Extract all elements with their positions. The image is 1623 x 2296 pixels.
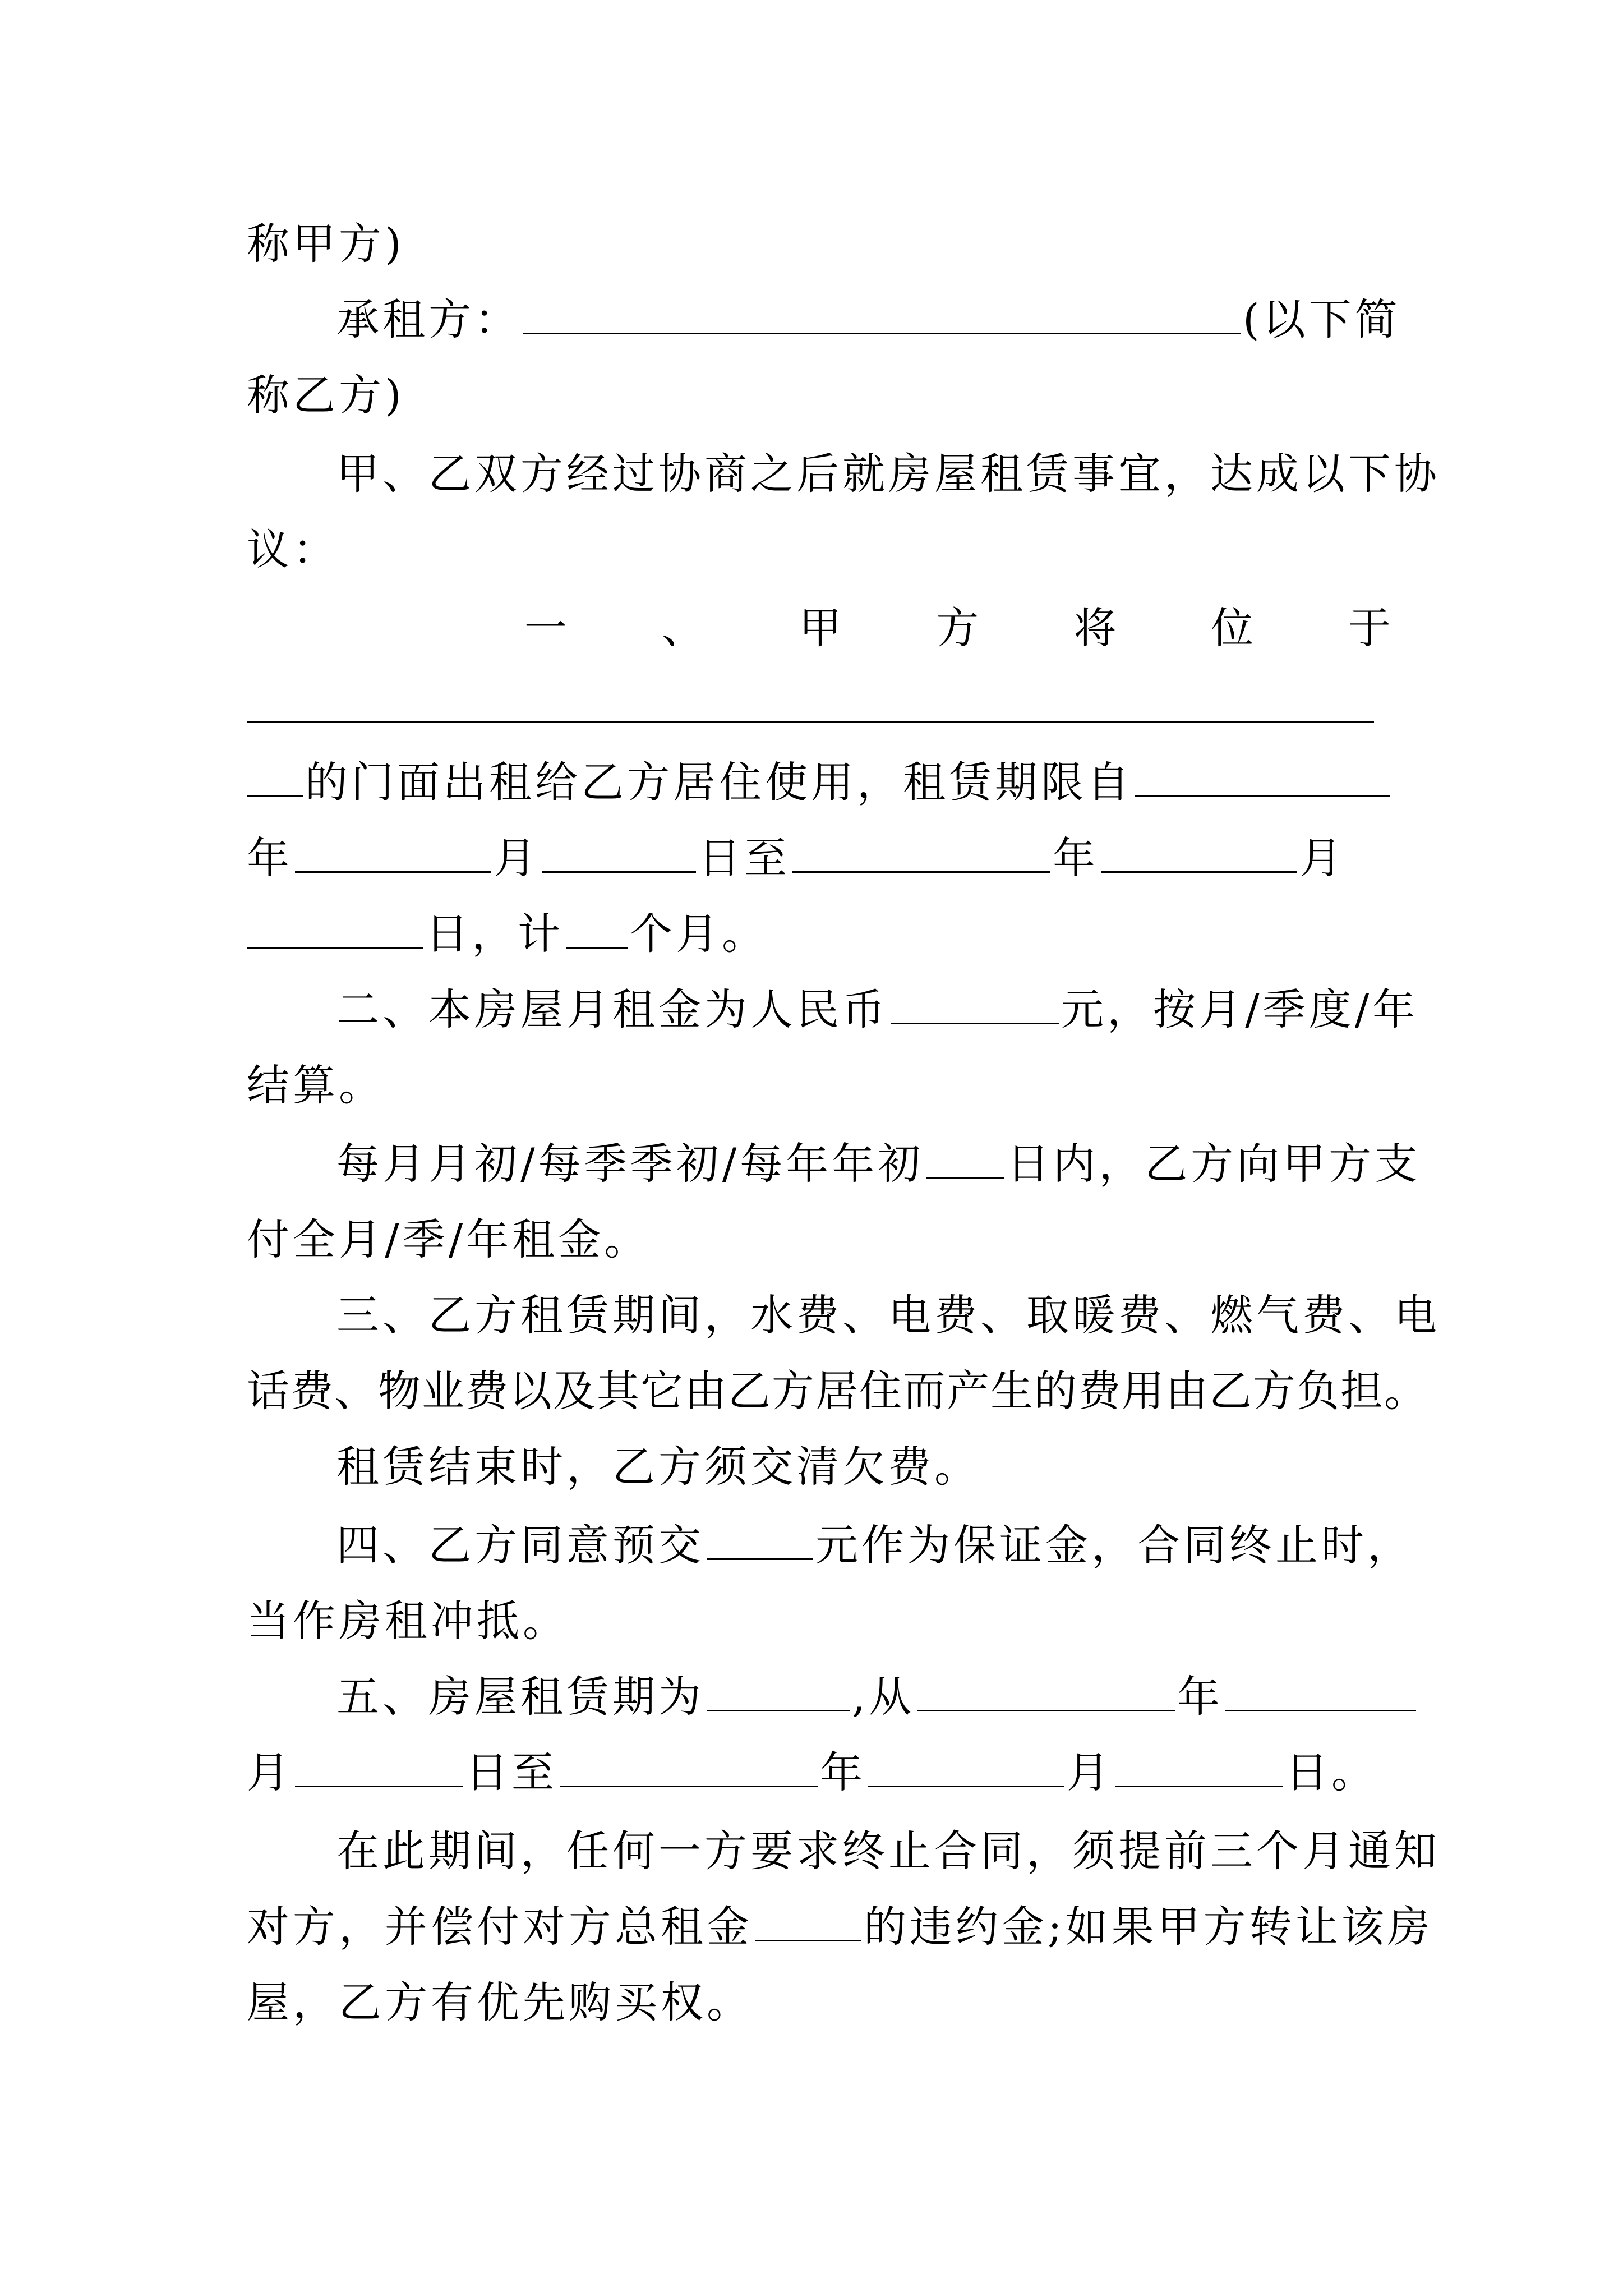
text: (以下简 xyxy=(1243,295,1401,344)
text: 日，计 xyxy=(426,909,564,959)
blank-field[interactable] xyxy=(1135,756,1390,797)
text: 元作为保证金，合同终止时， xyxy=(815,1520,1413,1570)
char: 、 xyxy=(661,603,704,653)
text-line xyxy=(336,1666,1391,1728)
text-line xyxy=(247,1590,1391,1652)
char: 方 xyxy=(936,603,979,653)
text: 称乙方) xyxy=(247,370,405,420)
spread-line xyxy=(524,597,1391,659)
char: 位 xyxy=(1211,603,1254,653)
blank-field[interactable] xyxy=(295,1746,463,1787)
text-line xyxy=(247,519,1391,581)
text-line xyxy=(247,1209,1391,1271)
blank-field[interactable] xyxy=(247,756,303,797)
label-lessee: 承租方： xyxy=(336,295,520,344)
text-line xyxy=(247,1896,1433,1958)
text: 当作房租冲抵。 xyxy=(247,1596,569,1646)
text: 称甲方) xyxy=(247,219,405,269)
text: 屋，乙方有优先购买权。 xyxy=(247,1977,753,2027)
text: 元，按月/季度/年 xyxy=(1061,984,1419,1034)
text: 年 xyxy=(820,1747,866,1797)
text: 日内，乙方向甲方支 xyxy=(1007,1139,1421,1189)
blank-field[interactable] xyxy=(295,832,491,873)
blank-field[interactable] xyxy=(523,293,1241,334)
text-line xyxy=(247,213,1391,275)
text: 付全月/季/年租金。 xyxy=(247,1214,651,1264)
blank-field[interactable] xyxy=(247,908,423,949)
char: 于 xyxy=(1348,603,1391,653)
text: 的违约金;如果甲方转让该房 xyxy=(864,1902,1433,1952)
text: 日至 xyxy=(698,833,790,883)
blank-field[interactable] xyxy=(1115,1746,1283,1787)
blank-field[interactable] xyxy=(707,1519,813,1560)
text-line xyxy=(247,365,1391,426)
text: 对方，并偿付对方总租金 xyxy=(247,1902,753,1952)
blank-field[interactable] xyxy=(792,832,1050,873)
text: 年 xyxy=(1177,1672,1224,1722)
text: ,从 xyxy=(852,1672,915,1722)
text: 每月月初/每季季初/每年年初 xyxy=(336,1139,924,1189)
text: 话费、物业费以及其它由乙方居住而产生的费用由乙方负担。 xyxy=(247,1366,1428,1416)
text: 四、乙方同意预交 xyxy=(336,1520,704,1570)
text: 个月。 xyxy=(630,909,768,959)
text: 甲、乙双方经过协商之后就房屋租赁事宜，达成以下协 xyxy=(336,449,1440,499)
text-line xyxy=(336,1285,1440,1346)
blank-field[interactable] xyxy=(1225,1671,1416,1711)
text-line xyxy=(247,1055,1391,1116)
blank-field[interactable] xyxy=(755,1901,861,1941)
blank-field[interactable] xyxy=(917,1671,1175,1711)
text: 三、乙方租赁期间，水费、电费、取暖费、燃气费、电 xyxy=(336,1290,1440,1340)
text-line xyxy=(336,1133,1421,1195)
text: 日至 xyxy=(465,1747,557,1797)
text-line xyxy=(247,1972,1391,2033)
text-line xyxy=(247,903,1391,965)
blank-field-address[interactable] xyxy=(247,721,1374,723)
text: 结算。 xyxy=(247,1060,385,1110)
text: 日。 xyxy=(1285,1747,1377,1797)
text-line xyxy=(336,1820,1440,1882)
blank-field[interactable] xyxy=(560,1746,818,1787)
text: 年 xyxy=(1053,833,1099,883)
lessee-line xyxy=(336,289,1401,351)
text: 租赁结束时，乙方须交清欠费。 xyxy=(336,1442,980,1492)
text-line xyxy=(336,1515,1413,1576)
text: 月 xyxy=(247,1747,293,1797)
text: 月 xyxy=(1299,833,1345,883)
blank-field[interactable] xyxy=(566,908,628,949)
char: 一 xyxy=(524,603,567,653)
blank-field[interactable] xyxy=(707,1671,850,1711)
text-line xyxy=(247,1360,1428,1422)
blank-field[interactable] xyxy=(926,1138,1004,1179)
blank-field[interactable] xyxy=(891,983,1059,1024)
char: 甲 xyxy=(799,603,842,653)
text: 年 xyxy=(247,833,293,883)
char: 将 xyxy=(1073,603,1117,653)
blank-field[interactable] xyxy=(1101,832,1297,873)
text: 二、本房屋月租金为人民币 xyxy=(336,984,888,1034)
text: 月 xyxy=(494,833,540,883)
text-line xyxy=(336,1436,1391,1498)
text-line xyxy=(247,1742,1391,1803)
text-line xyxy=(336,443,1440,505)
text-line xyxy=(336,979,1419,1041)
text: 议： xyxy=(247,524,339,574)
text: 五、房屋租赁期为 xyxy=(336,1672,704,1722)
text: 月 xyxy=(1067,1747,1113,1797)
text: 的门面出租给乙方居住使用，租赁期限自 xyxy=(305,757,1133,807)
blank-field[interactable] xyxy=(868,1746,1064,1787)
text-line xyxy=(247,752,1391,813)
text: 在此期间，任何一方要求终止合同，须提前三个月通知 xyxy=(336,1826,1440,1876)
blank-field[interactable] xyxy=(542,832,696,873)
text-line xyxy=(247,827,1391,889)
